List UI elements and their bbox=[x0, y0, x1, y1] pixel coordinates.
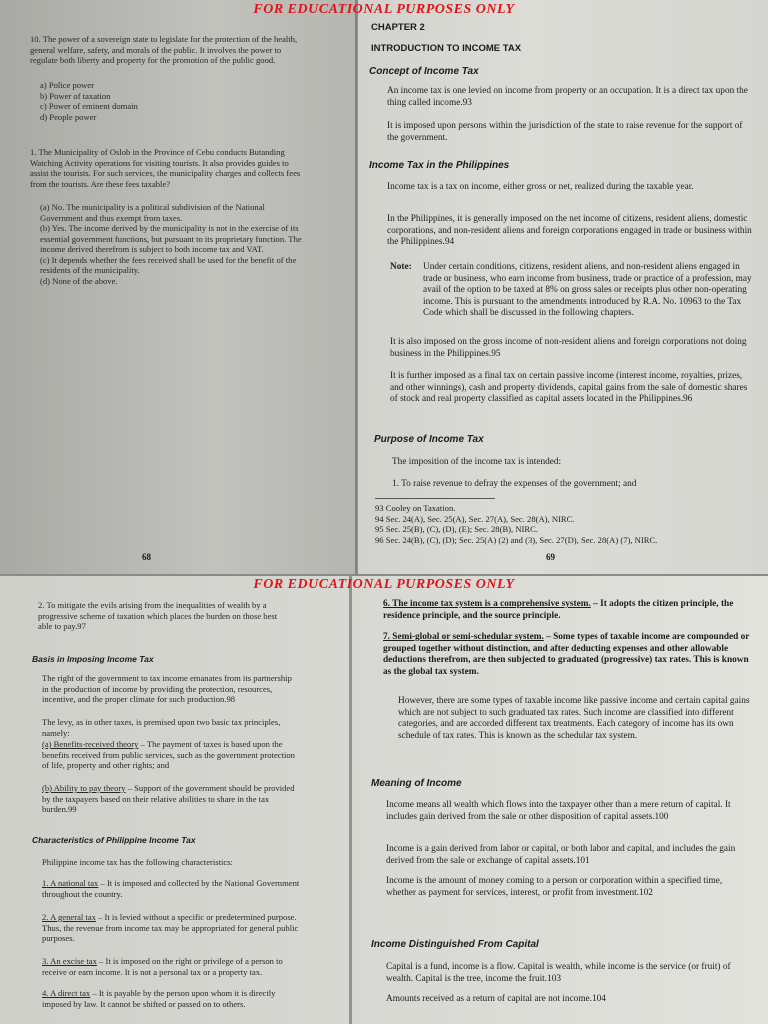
system-item-6 bbox=[383, 599, 753, 622]
concept-paragraph-1: An income tax is one levied on income from property or an occupation. It is a direct tax upon the thing called income.93 bbox=[387, 86, 748, 108]
characteristic-2 bbox=[42, 912, 300, 944]
page-number-right: 69 bbox=[546, 552, 555, 562]
option-a: a) Police power bbox=[40, 80, 94, 90]
characteristic-label: 2. A general tax bbox=[42, 912, 96, 922]
characteristic-label: 4. A direct tax bbox=[42, 988, 91, 998]
bottom-page-spread bbox=[0, 576, 768, 1024]
system-item-7-text: – Some types of taxable income are compounded or grouped together without distinction, and after deducting expenses and other allowable deductions therefrom, are then subjected to graduated (progressive) tax rates. This is known as the global tax system. bbox=[383, 632, 750, 677]
system-item-7 bbox=[383, 632, 753, 678]
basis-item-b-text: – Support of the government should be provided by the taxpayers based on their relative abilities to share in the tax burden.99 bbox=[42, 783, 295, 814]
option-b: (b) Yes. The income derived by the municipality is not in the exercise of its essential government functions, but pursuant to its proprietary function. The income derived therefrom is subject to both income tax and VAT. bbox=[40, 223, 302, 254]
purpose-heading: Purpose of Income Tax bbox=[374, 434, 484, 445]
book-spine bbox=[355, 0, 358, 574]
option-a: (a) No. The municipality is a political subdivision of the National Government and thus exempt from taxes. bbox=[40, 202, 265, 223]
basis-paragraph-1: The right of the government to tax income emanates from its partnership in the production of income by providing the protection, resources, incentive, and the proper climate for such production.98 bbox=[42, 673, 292, 704]
footnote-93: 93 Cooley on Taxation. bbox=[375, 503, 456, 513]
note-text: Under certain conditions, citizens, resident aliens, and non-resident aliens engaged in trade or business, who earn income from business, trade or practice of a profession, may avail of the option to be taxed at 8% on gross sales or receipts plus other non-operating income. This is pursuant to the amendments introduced by R.A. No. 10963 to the Tax Code which shall be discussed in the following chapters. bbox=[423, 262, 752, 319]
distinguished-paragraph-2: Amounts received as a return of capital are not income.104 bbox=[386, 994, 606, 1004]
distinguished-heading: Income Distinguished From Capital bbox=[371, 939, 539, 950]
characteristic-3 bbox=[42, 956, 300, 977]
characteristic-text: – It is imposed and collected by the National Government throughout the country. bbox=[42, 878, 300, 899]
option-d: (d) None of the above. bbox=[40, 275, 118, 286]
system-item-6-text: – It adopts the citizen principle, the residence principle, and the source principle. bbox=[383, 599, 734, 621]
footnote-95: 95 Sec. 25(B), (C), (D), (E); Sec. 28(B), NIRC. bbox=[375, 524, 539, 534]
option-b: b) Power of taxation bbox=[40, 90, 111, 101]
purpose-item-2: 2. To mitigate the evils arising from the inequalities of wealth by a progressive scheme of taxation which places the burden on those best able to pay.97 bbox=[38, 600, 278, 631]
page-number-left: 68 bbox=[142, 552, 151, 562]
characteristics-heading: Characteristics of Philippine Income Tax bbox=[32, 835, 196, 845]
characteristic-text: – It is payable by the person upon whom it is directly imposed by law. It cannot be shifted or passed on to others. bbox=[42, 988, 276, 1009]
meaning-paragraph-1: Income means all wealth which flows into the taxpayer other than a mere return of capital. It includes gain derived from the sale or other disposition of capital assets.100 bbox=[386, 800, 731, 822]
note-label: Note: bbox=[390, 262, 412, 272]
characteristics-intro: Philippine income tax has the following characteristics: bbox=[42, 857, 233, 867]
basis-item-b bbox=[42, 783, 300, 815]
concept-paragraph-2: It is imposed upon persons within the jurisdiction of the state to raise revenue for the support of the government. bbox=[387, 121, 743, 143]
footnote-96: 96 Sec. 24(B), (C), (D); Sec. 25(A) (2) and (3), Sec. 27(D), Sec. 28(A) (7), NIRC. bbox=[375, 534, 658, 545]
purpose-item-1: 1. To raise revenue to defray the expenses of the government; and bbox=[392, 479, 637, 489]
question-10-options bbox=[40, 80, 240, 122]
meaning-paragraph-2: Income is a gain derived from labor or capital, or both labor and capital, and includes the gain derived from the sale or exchange of capital assets.101 bbox=[386, 844, 736, 866]
question-1: 1. The Municipality of Oslob in the Province of Cebu conducts Butanding Watching Activity operations for visiting tourists. It also provides guides to assist the tourists. For such services, the municipality charges and collects fees from the tourists. Are these fees taxable? bbox=[30, 147, 301, 189]
distinguished-paragraph-1: Capital is a fund, income is a flow. Capital is wealth, while income is the service (or fruit) of wealth. Capital is the tree, income the fruit.103 bbox=[386, 962, 731, 984]
system-item-7-label: 7. Semi-global or semi-schedular system. bbox=[383, 632, 544, 642]
characteristic-label: 3. An excise tax bbox=[42, 956, 97, 966]
characteristic-text: – It is levied without a specific or predetermined purpose. Thus, the revenue from income tax may be appropriated for general public purposes. bbox=[42, 912, 299, 943]
question-10: 10. The power of a sovereign state to legislate for the protection of the health, general welfare, safety, and morals of the public. It involves the power to regulate both liberty and property for the promotion of the public good. bbox=[30, 34, 298, 65]
question-1-options bbox=[40, 202, 305, 286]
benefits-received-theory-label: (a) Benefits-received theory bbox=[42, 739, 139, 749]
basis-item-a-text: – The payment of taxes is based upon the benefits received from public services, such as the government protection of life, property and other rights; and bbox=[42, 739, 295, 770]
characteristic-4 bbox=[42, 988, 300, 1009]
philippines-paragraph-1: Income tax is a tax on income, either gross or net, realized during the taxable year. bbox=[387, 182, 694, 192]
characteristic-1 bbox=[42, 878, 300, 899]
footnotes bbox=[375, 503, 745, 545]
footnote-94: 94 Sec. 24(A), Sec. 25(A), Sec. 27(A), Sec. 28(A), NIRC. bbox=[375, 513, 575, 524]
watermark-banner: FOR EDUCATIONAL PURPOSES ONLY bbox=[253, 577, 515, 592]
philippines-heading: Income Tax in the Philippines bbox=[369, 160, 510, 171]
philippines-paragraph-2: In the Philippines, it is generally imposed on the net income of citizens, resident aliens, domestic corporations, and non-resident aliens and foreign corporations engaged in trade or business within the Philippines.94 bbox=[387, 214, 752, 248]
system-item-6-label: 6. The income tax system is a comprehensive system. bbox=[383, 599, 591, 609]
system-item-7-paragraph-2: However, there are some types of taxable income like passive income and certain capital gains which are not subject to such graduated tax rates. Such income are classified into different categories, and are accorded different tax treatments. Each category of income has its own schedule of tax rates. This is known as the schedular tax system. bbox=[398, 696, 750, 741]
philippines-paragraph-3: It is also imposed on the gross income of non-resident aliens and foreign corporations not doing business in the Philippines.95 bbox=[390, 337, 747, 359]
book-spine bbox=[349, 576, 352, 1024]
basis-heading: Basis in Imposing Income Tax bbox=[32, 654, 154, 664]
characteristic-label: 1. A national tax bbox=[42, 878, 99, 888]
chapter-label: CHAPTER 2 bbox=[371, 22, 425, 33]
characteristic-text: – It is imposed on the right or privilege of a person to receive or earn income. It is not a personal tax or a property tax. bbox=[42, 956, 283, 977]
watermark-banner: FOR EDUCATIONAL PURPOSES ONLY bbox=[253, 2, 515, 17]
ability-to-pay-theory-label: (b) Ability to pay theory bbox=[42, 783, 126, 793]
basis-item-a bbox=[42, 739, 300, 771]
meaning-paragraph-3: Income is the amount of money coming to a person or corporation within a specified time, whether as payment for services, interest, or profit from investment.102 bbox=[386, 876, 723, 898]
philippines-paragraph-4: It is further imposed as a final tax on certain passive income (interest income, royalties, prizes, and other winnings), cash and property dividends, capital gains from the sale of domestic shares of stock and real property classified as capital assets located in the Philippines.96 bbox=[390, 371, 748, 405]
basis-paragraph-2: The levy, as in other taxes, is premised upon two basic tax principles, namely: bbox=[42, 717, 281, 738]
option-c: (c) It depends whether the fees received shall be used for the benefit of the residents of the municipality. bbox=[40, 254, 297, 275]
purpose-paragraph: The imposition of the income tax is intended: bbox=[392, 457, 562, 467]
chapter-title: INTRODUCTION TO INCOME TAX bbox=[371, 43, 522, 54]
meaning-heading: Meaning of Income bbox=[371, 778, 462, 789]
option-c: c) Power of eminent domain bbox=[40, 101, 138, 111]
footnote-divider bbox=[375, 498, 495, 499]
option-d: d) People power bbox=[40, 111, 97, 122]
concept-heading: Concept of Income Tax bbox=[369, 66, 479, 77]
